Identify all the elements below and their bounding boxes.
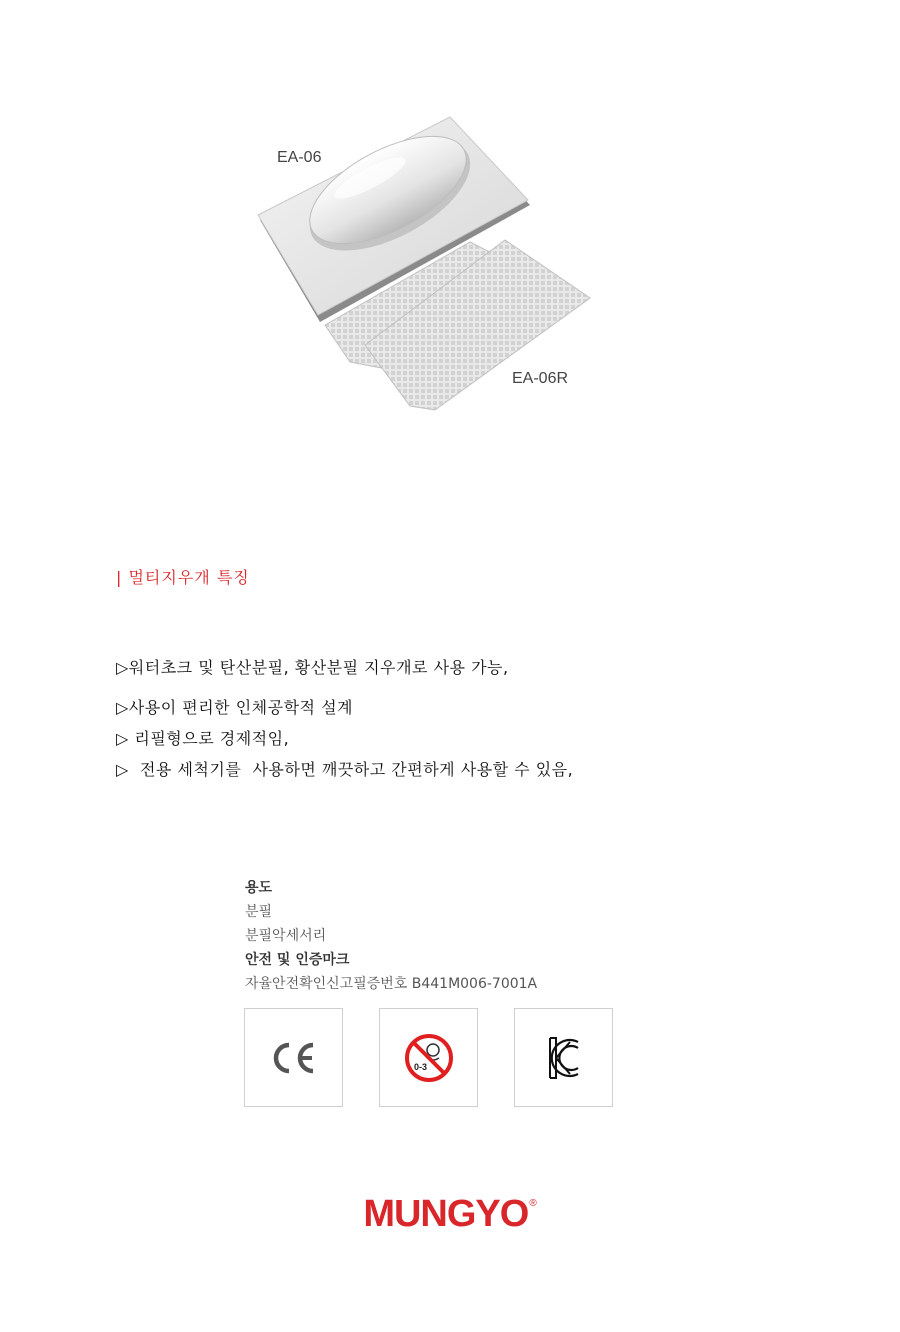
safety-heading: 안전 및 인증마크: [245, 952, 350, 968]
feature-item: ▷사용이 편리한 인체공학적 설계: [116, 698, 353, 717]
ce-mark: [244, 1008, 343, 1107]
ce-icon: [269, 1041, 319, 1075]
safety-cert-number: 자율안전확인신고필증번호 B441M006-7001A: [245, 976, 538, 992]
feature-item: ▷ 리필형으로 경제적임,: [116, 729, 290, 748]
kc-mark: [514, 1008, 613, 1107]
age-range-text: 0-3: [413, 1061, 427, 1072]
feature-item: ▷ 전용 세척기를 사용하면 깨끗하고 간편하게 사용할 수 있음,: [116, 760, 574, 779]
refill-model-label: EA-06R: [512, 370, 569, 387]
product-image: [240, 100, 620, 430]
certification-marks: [244, 1008, 613, 1107]
feature-item: ▷워터초크 및 탄산분필, 황산분필 지우개로 사용 가능,: [116, 658, 509, 677]
registered-mark: ®: [529, 1198, 537, 1209]
brand-logo: [0, 1193, 900, 1236]
brand-name: MUNGYO: [363, 1193, 529, 1235]
usage-line: 분필악세서리: [245, 928, 327, 944]
age-warning-mark: [379, 1008, 478, 1107]
kc-icon: [544, 1034, 584, 1082]
feature-list: [116, 658, 573, 791]
usage-line: 분필: [245, 904, 273, 920]
section-title: | 멀티지우개 특징: [116, 568, 250, 587]
usage-heading: 용도: [245, 880, 273, 896]
not-for-under-3-icon: [403, 1032, 455, 1084]
eraser-model-label: EA-06: [277, 149, 322, 166]
product-info: [245, 878, 537, 998]
